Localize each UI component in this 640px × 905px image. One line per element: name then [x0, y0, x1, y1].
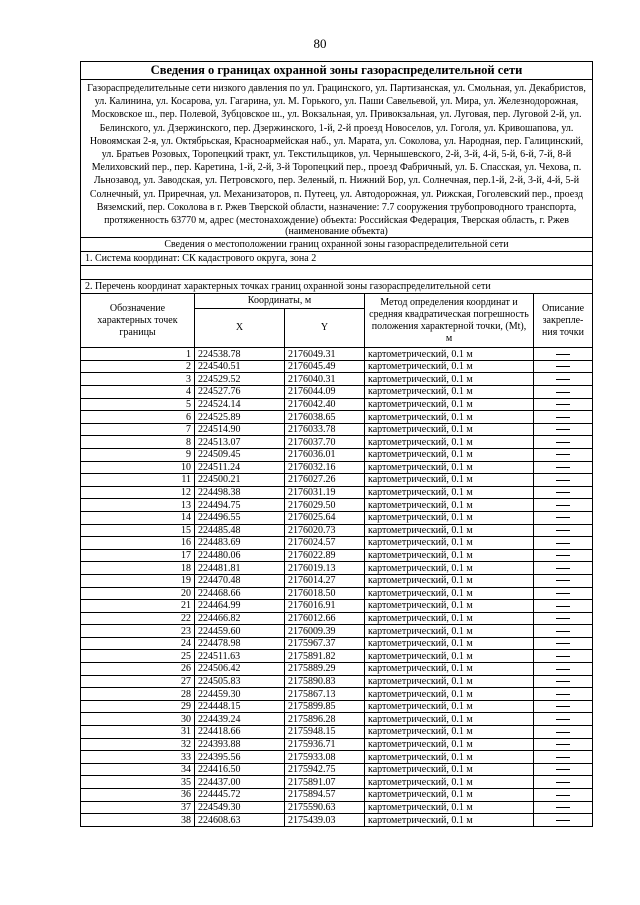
- fixing-description: [534, 738, 593, 751]
- fixing-description: [534, 625, 593, 638]
- table-row: [81, 348, 593, 361]
- dash-mark: [556, 643, 570, 644]
- location-header: Сведения о местоположении границ охранной зоны газораспределительной сети: [81, 238, 593, 252]
- x-coordinate: 224459.30: [195, 688, 285, 701]
- fixing-description: [534, 549, 593, 562]
- y-coordinate: 2176018.50: [285, 587, 365, 600]
- fixing-description: [534, 461, 593, 474]
- y-coordinate: 2176009.39: [285, 625, 365, 638]
- x-coordinate: 224416.50: [195, 763, 285, 776]
- dash-mark: [556, 354, 570, 355]
- method: картометрический, 0.1 м: [365, 448, 534, 461]
- method: картометрический, 0.1 м: [365, 675, 534, 688]
- point-number: 4: [81, 386, 195, 399]
- y-coordinate: 2176012.66: [285, 612, 365, 625]
- point-number: 1: [81, 348, 195, 361]
- x-coordinate: 224524.14: [195, 398, 285, 411]
- table-row: [81, 587, 593, 600]
- point-number: 32: [81, 738, 195, 751]
- y-coordinate: 2176019.13: [285, 562, 365, 575]
- dash-mark: [556, 429, 570, 430]
- col-x-header: X: [195, 309, 285, 348]
- point-number: 6: [81, 411, 195, 424]
- table-row: [81, 751, 593, 764]
- fixing-description: [534, 663, 593, 676]
- y-coordinate: 2176025.64: [285, 511, 365, 524]
- dash-mark: [556, 807, 570, 808]
- table-row: [81, 499, 593, 512]
- method: картометрический, 0.1 м: [365, 713, 534, 726]
- x-coordinate: 224468.66: [195, 587, 285, 600]
- fixing-description: [534, 814, 593, 827]
- fixing-description: [534, 373, 593, 386]
- method: картометрический, 0.1 м: [365, 423, 534, 436]
- method: картометрический, 0.1 м: [365, 587, 534, 600]
- dash-mark: [556, 492, 570, 493]
- method: картометрический, 0.1 м: [365, 398, 534, 411]
- point-number: 31: [81, 726, 195, 739]
- dash-mark: [556, 454, 570, 455]
- point-number: 16: [81, 537, 195, 550]
- table-row: [81, 637, 593, 650]
- x-coordinate: 224483.69: [195, 537, 285, 550]
- method: картометрический, 0.1 м: [365, 726, 534, 739]
- point-number: 15: [81, 524, 195, 537]
- spacer: [81, 266, 593, 280]
- fixing-description: [534, 801, 593, 814]
- table-row: [81, 411, 593, 424]
- method: картометрический, 0.1 м: [365, 486, 534, 499]
- y-coordinate: 2175894.57: [285, 789, 365, 802]
- col-point-header: Обозначение характерных точек границы: [81, 294, 195, 348]
- point-number: 34: [81, 763, 195, 776]
- table-row: [81, 423, 593, 436]
- dash-mark: [556, 719, 570, 720]
- y-coordinate: 2176033.78: [285, 423, 365, 436]
- fixing-description: [534, 600, 593, 613]
- y-coordinate: 2176016.91: [285, 600, 365, 613]
- dash-mark: [556, 757, 570, 758]
- method: картометрический, 0.1 м: [365, 650, 534, 663]
- y-coordinate: 2176024.57: [285, 537, 365, 550]
- x-coordinate: 224480.06: [195, 549, 285, 562]
- fixing-description: [534, 511, 593, 524]
- col-method-header: Метод определения координат и средняя квадратическая погрешность положения характерной точки, (Mt), м: [365, 294, 534, 348]
- table-row: [81, 549, 593, 562]
- page-number: 80: [313, 36, 327, 51]
- dash-mark: [556, 744, 570, 745]
- dash-mark: [556, 681, 570, 682]
- fixing-description: [534, 637, 593, 650]
- method: картометрический, 0.1 м: [365, 763, 534, 776]
- point-number: 23: [81, 625, 195, 638]
- x-coordinate: 224500.21: [195, 474, 285, 487]
- y-coordinate: 2176032.16: [285, 461, 365, 474]
- y-coordinate: 2176020.73: [285, 524, 365, 537]
- y-coordinate: 2175948.15: [285, 726, 365, 739]
- x-coordinate: 224538.78: [195, 348, 285, 361]
- method: картометрический, 0.1 м: [365, 612, 534, 625]
- point-number: 30: [81, 713, 195, 726]
- dash-mark: [556, 795, 570, 796]
- y-coordinate: 2175933.08: [285, 751, 365, 764]
- y-coordinate: 2176022.89: [285, 549, 365, 562]
- y-coordinate: 2176049.31: [285, 348, 365, 361]
- method: картометрический, 0.1 м: [365, 789, 534, 802]
- y-coordinate: 2175896.28: [285, 713, 365, 726]
- point-number: 22: [81, 612, 195, 625]
- point-number: 11: [81, 474, 195, 487]
- y-coordinate: 2176037.70: [285, 436, 365, 449]
- y-coordinate: 2176038.65: [285, 411, 365, 424]
- dash-mark: [556, 555, 570, 556]
- dash-mark: [556, 606, 570, 607]
- dash-mark: [556, 517, 570, 518]
- method: картометрический, 0.1 м: [365, 776, 534, 789]
- y-coordinate: 2175936.71: [285, 738, 365, 751]
- method: картометрический, 0.1 м: [365, 663, 534, 676]
- dash-mark: [556, 568, 570, 569]
- method: картометрический, 0.1 м: [365, 801, 534, 814]
- x-coordinate: 224549.30: [195, 801, 285, 814]
- y-coordinate: 2176040.31: [285, 373, 365, 386]
- y-coordinate: 2175867.13: [285, 688, 365, 701]
- x-coordinate: 224527.76: [195, 386, 285, 399]
- y-coordinate: 2175439.03: [285, 814, 365, 827]
- table-row: [81, 625, 593, 638]
- point-number: 14: [81, 511, 195, 524]
- point-number: 26: [81, 663, 195, 676]
- x-coordinate: 224466.82: [195, 612, 285, 625]
- dash-mark: [556, 618, 570, 619]
- table-row: [81, 600, 593, 613]
- fixing-description: [534, 486, 593, 499]
- method: картометрический, 0.1 м: [365, 348, 534, 361]
- point-number: 12: [81, 486, 195, 499]
- table-row: [81, 675, 593, 688]
- dash-mark: [556, 782, 570, 783]
- dash-mark: [556, 417, 570, 418]
- x-coordinate: 224505.83: [195, 675, 285, 688]
- dash-mark: [556, 404, 570, 405]
- table-row: [81, 386, 593, 399]
- x-coordinate: 224525.89: [195, 411, 285, 424]
- point-number: 33: [81, 751, 195, 764]
- object-description: Газораспределительные сети низкого давления по ул. Грацинского, ул. Партизанская, ул. Смольная, ул. Декабристов, ул. Калинина, ул. Косарова, ул. Гагарина, ул. М. Горького, ул. Паши Савельевой, ул. Мира, ул. Железнодорожная, Московское ш., пер. Полевой, Зубцовское ш., ул. Вокзальная, ул. Привокзальная, ул. Луговая, пер. Луговой 2-й, ул. Белинского, ул. Дзержинского, пер. Дзержинского, 1-й, 2-й проезд Новоселов, ул. Гоголя, ул. Кривошапова, ул. Новоямская 2-я, ул. Октябрьская, Красноармейская наб., ул. Марата, ул. Соколова, ул. Народная, пер. Галицинский, ул. Братьев Розовых, Торопецкий тракт, ул. Текстильщиков, ул. Чернышевского, 2-й, 3-й, 4-й, 5-й, 6-й, 7-й, 8-й Мелиховский пер., пер. Каретина, 1-й, 2-й, 3-й Торопецкий пер., проезд Фабричный, ул. Б. Спасская, ул. Чехова, п. Льнозавод, ул. Заводская, ул. Петровского, пер. Зеленый, п. Нижний Бор, ул. Солнечная, пер.1-й, 2-й, 3-й, 4-й, 5-й Солнечный, ул. Приречная, ул. Механизаторов, п. Путеец, ул. Автодорожная, ул. Рижская, Гоголевский пер., проезд Вяземский, пер. Соколова в г. Ржев Тверской области, назначение: 7.7 сооружения трубопроводного транспорта, протяженность 63770 м, адрес (местонахождение) объекта: Российская Федерация, Тверская область, г. Ржев: [81, 80, 593, 228]
- fixing-description: [534, 423, 593, 436]
- table-row: [81, 436, 593, 449]
- table-row: [81, 486, 593, 499]
- fixing-description: [534, 713, 593, 726]
- dash-mark: [556, 580, 570, 581]
- y-coordinate: 2175942.75: [285, 763, 365, 776]
- y-coordinate: 2175889.29: [285, 663, 365, 676]
- table-row: [81, 612, 593, 625]
- fixing-description: [534, 436, 593, 449]
- method: картометрический, 0.1 м: [365, 814, 534, 827]
- x-coordinate: 224506.42: [195, 663, 285, 676]
- method: картометрический, 0.1 м: [365, 360, 534, 373]
- table-row: [81, 461, 593, 474]
- x-coordinate: 224498.38: [195, 486, 285, 499]
- fixing-description: [534, 474, 593, 487]
- y-coordinate: 2176029.50: [285, 499, 365, 512]
- x-coordinate: 224511.24: [195, 461, 285, 474]
- point-number: 24: [81, 637, 195, 650]
- dash-mark: [556, 543, 570, 544]
- fixing-description: [534, 537, 593, 550]
- x-coordinate: 224514.90: [195, 423, 285, 436]
- coordinate-list-title: 2. Перечень координат характерных точках границ охранной зоны газораспределительной сети: [81, 280, 593, 294]
- table-row: [81, 574, 593, 587]
- point-number: 29: [81, 700, 195, 713]
- fixing-description: [534, 726, 593, 739]
- fixing-description: [534, 763, 593, 776]
- dash-mark: [556, 706, 570, 707]
- x-coordinate: 224470.48: [195, 574, 285, 587]
- fixing-description: [534, 398, 593, 411]
- dash-mark: [556, 732, 570, 733]
- method: картометрический, 0.1 м: [365, 600, 534, 613]
- point-number: 28: [81, 688, 195, 701]
- x-coordinate: 224437.00: [195, 776, 285, 789]
- method: картометрический, 0.1 м: [365, 461, 534, 474]
- y-coordinate: 2175890.83: [285, 675, 365, 688]
- x-coordinate: 224485.48: [195, 524, 285, 537]
- table-row: [81, 511, 593, 524]
- dash-mark: [556, 530, 570, 531]
- method: картометрический, 0.1 м: [365, 700, 534, 713]
- method: картометрический, 0.1 м: [365, 738, 534, 751]
- x-coordinate: 224509.45: [195, 448, 285, 461]
- x-coordinate: 224529.52: [195, 373, 285, 386]
- dash-mark: [556, 392, 570, 393]
- y-coordinate: 2176044.09: [285, 386, 365, 399]
- dash-mark: [556, 631, 570, 632]
- x-coordinate: 224439.24: [195, 713, 285, 726]
- fixing-description: [534, 562, 593, 575]
- y-coordinate: 2175891.82: [285, 650, 365, 663]
- point-number: 18: [81, 562, 195, 575]
- point-number: 5: [81, 398, 195, 411]
- dash-mark: [556, 505, 570, 506]
- point-number: 36: [81, 789, 195, 802]
- col-fix-header: Описание закрепле-ния точки: [534, 294, 593, 348]
- table-row: [81, 763, 593, 776]
- method: картометрический, 0.1 м: [365, 537, 534, 550]
- table-row: [81, 688, 593, 701]
- method: картометрический, 0.1 м: [365, 637, 534, 650]
- y-coordinate: 2176036.01: [285, 448, 365, 461]
- method: картометрический, 0.1 м: [365, 436, 534, 449]
- method: картометрический, 0.1 м: [365, 474, 534, 487]
- fixing-description: [534, 587, 593, 600]
- fixing-description: [534, 499, 593, 512]
- fixing-description: [534, 348, 593, 361]
- x-coordinate: 224464.99: [195, 600, 285, 613]
- fixing-description: [534, 751, 593, 764]
- point-number: 27: [81, 675, 195, 688]
- fixing-description: [534, 675, 593, 688]
- dash-mark: [556, 480, 570, 481]
- table-row: [81, 738, 593, 751]
- method: картометрический, 0.1 м: [365, 625, 534, 638]
- table-row: [81, 448, 593, 461]
- col-y-header: Y: [285, 309, 365, 348]
- dash-mark: [556, 656, 570, 657]
- x-coordinate: 224478.98: [195, 637, 285, 650]
- table-row: [81, 789, 593, 802]
- fixing-description: [534, 776, 593, 789]
- y-coordinate: 2176045.49: [285, 360, 365, 373]
- point-number: 37: [81, 801, 195, 814]
- table-row: [81, 650, 593, 663]
- object-name-label: (наименование объекта): [81, 227, 593, 238]
- dash-mark: [556, 694, 570, 695]
- method: картометрический, 0.1 м: [365, 549, 534, 562]
- boundary-document: [80, 61, 592, 827]
- dash-mark: [556, 379, 570, 380]
- y-coordinate: 2175891.07: [285, 776, 365, 789]
- table-row: [81, 562, 593, 575]
- point-number: 38: [81, 814, 195, 827]
- fixing-description: [534, 789, 593, 802]
- fixing-description: [534, 448, 593, 461]
- table-row: [81, 360, 593, 373]
- x-coordinate: 224481.81: [195, 562, 285, 575]
- y-coordinate: 2176014.27: [285, 574, 365, 587]
- method: картометрический, 0.1 м: [365, 562, 534, 575]
- y-coordinate: 2176042.40: [285, 398, 365, 411]
- table-row: [81, 474, 593, 487]
- dash-mark: [556, 366, 570, 367]
- dash-mark: [556, 442, 570, 443]
- y-coordinate: 2175899.85: [285, 700, 365, 713]
- point-number: 2: [81, 360, 195, 373]
- method: картометрический, 0.1 м: [365, 688, 534, 701]
- fixing-description: [534, 688, 593, 701]
- y-coordinate: 2175967.37: [285, 637, 365, 650]
- fixing-description: [534, 700, 593, 713]
- table-row: [81, 524, 593, 537]
- table-row: [81, 537, 593, 550]
- method: картометрический, 0.1 м: [365, 511, 534, 524]
- point-number: 13: [81, 499, 195, 512]
- method: картометрический, 0.1 м: [365, 524, 534, 537]
- x-coordinate: 224494.75: [195, 499, 285, 512]
- fixing-description: [534, 386, 593, 399]
- fixing-description: [534, 411, 593, 424]
- table-row: [81, 801, 593, 814]
- col-coords-header: Координаты, м: [195, 294, 365, 309]
- fixing-description: [534, 360, 593, 373]
- method: картометрический, 0.1 м: [365, 386, 534, 399]
- method: картометрический, 0.1 м: [365, 499, 534, 512]
- fixing-description: [534, 650, 593, 663]
- table-row: [81, 814, 593, 827]
- method: картометрический, 0.1 м: [365, 751, 534, 764]
- x-coordinate: 224608.63: [195, 814, 285, 827]
- document-title: Сведения о границах охранной зоны газораспределительной сети: [81, 62, 593, 80]
- x-coordinate: 224448.15: [195, 700, 285, 713]
- method: картометрический, 0.1 м: [365, 373, 534, 386]
- table-row: [81, 700, 593, 713]
- x-coordinate: 224496.55: [195, 511, 285, 524]
- x-coordinate: 224445.72: [195, 789, 285, 802]
- x-coordinate: 224395.56: [195, 751, 285, 764]
- y-coordinate: 2176027.26: [285, 474, 365, 487]
- x-coordinate: 224540.51: [195, 360, 285, 373]
- coordinate-system: 1. Система координат: СК кадастрового округа, зона 2: [81, 252, 593, 266]
- point-number: 3: [81, 373, 195, 386]
- dash-mark: [556, 820, 570, 821]
- point-number: 20: [81, 587, 195, 600]
- point-number: 35: [81, 776, 195, 789]
- method: картометрический, 0.1 м: [365, 411, 534, 424]
- fixing-description: [534, 524, 593, 537]
- y-coordinate: 2176031.19: [285, 486, 365, 499]
- point-number: 10: [81, 461, 195, 474]
- point-number: 19: [81, 574, 195, 587]
- table-row: [81, 726, 593, 739]
- table-row: [81, 398, 593, 411]
- x-coordinate: 224393.88: [195, 738, 285, 751]
- dash-mark: [556, 769, 570, 770]
- x-coordinate: 224513.07: [195, 436, 285, 449]
- dash-mark: [556, 593, 570, 594]
- point-number: 17: [81, 549, 195, 562]
- method: картометрический, 0.1 м: [365, 574, 534, 587]
- dash-mark: [556, 467, 570, 468]
- x-coordinate: 224418.66: [195, 726, 285, 739]
- fixing-description: [534, 574, 593, 587]
- point-number: 8: [81, 436, 195, 449]
- boundary-table: [80, 61, 593, 827]
- table-row: [81, 373, 593, 386]
- dash-mark: [556, 669, 570, 670]
- fixing-description: [534, 612, 593, 625]
- x-coordinate: 224511.63: [195, 650, 285, 663]
- table-row: [81, 713, 593, 726]
- y-coordinate: 2175590.63: [285, 801, 365, 814]
- point-number: 21: [81, 600, 195, 613]
- x-coordinate: 224459.60: [195, 625, 285, 638]
- table-row: [81, 663, 593, 676]
- point-number: 9: [81, 448, 195, 461]
- table-row: [81, 776, 593, 789]
- point-number: 25: [81, 650, 195, 663]
- point-number: 7: [81, 423, 195, 436]
